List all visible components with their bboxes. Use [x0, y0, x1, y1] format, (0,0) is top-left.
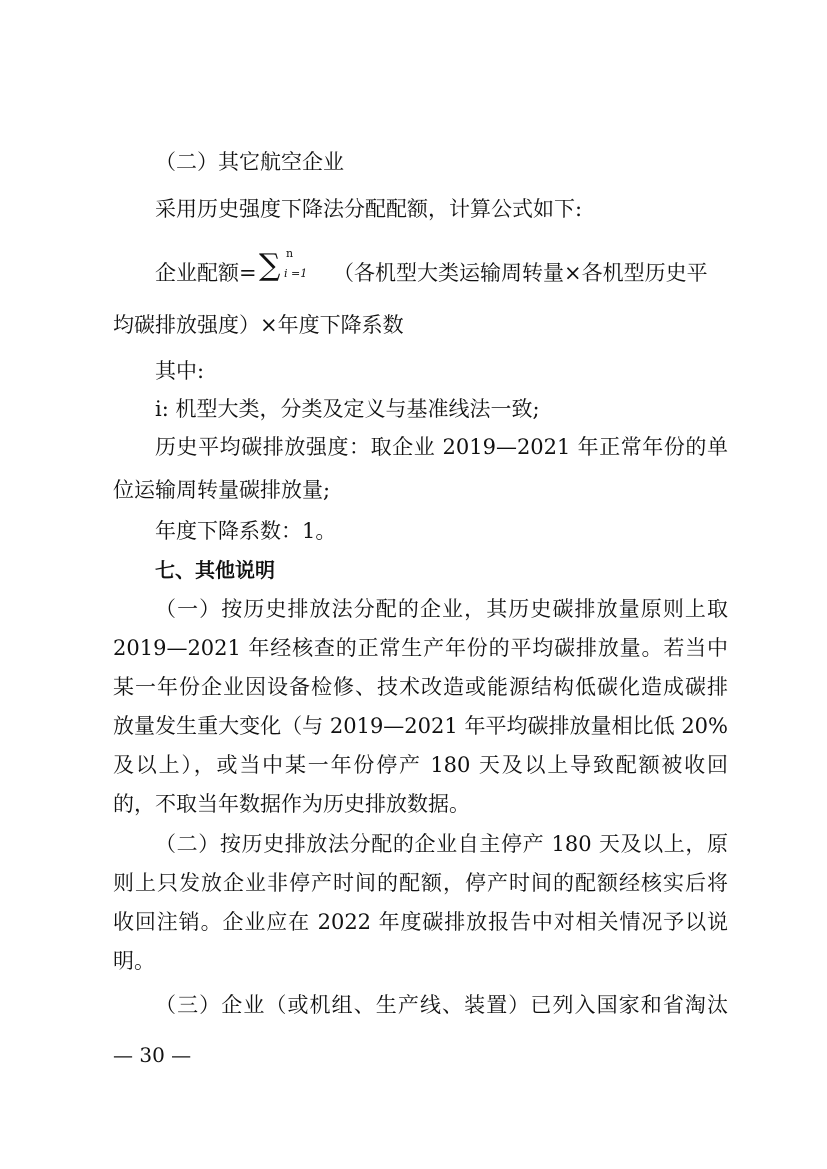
- paragraph-line: 则上只发放企业非停产时间的配额，停产时间的配额经核实后将: [113, 871, 728, 895]
- definition-decline-factor: 年度下降系数：1。: [155, 519, 337, 543]
- where-label: 其中:: [155, 359, 205, 383]
- paragraph-line: 放量发生重大变化（与 2019—2021 年平均碳排放量相比低 20%: [113, 714, 728, 738]
- paragraph-3-line1: （三）企业（或机组、生产线、装置）已列入国家和省淘汰: [155, 993, 728, 1017]
- summation-upper-limit: n: [286, 247, 294, 260]
- paragraph-line: 的，不取当年数据作为历史排放数据。: [113, 792, 470, 816]
- paragraph-line: 收回注销。企业应在 2022 年度碳排放报告中对相关情况予以说: [113, 910, 728, 934]
- section-7-title: 七、其他说明: [155, 558, 275, 582]
- definition-historical-intensity-line1: 历史平均碳排放强度：取企业 2019—2021 年正常年份的单: [155, 435, 728, 459]
- paragraph-line: 明。: [113, 949, 155, 973]
- paragraph-line: 某一年份企业因设备检修、技术改造或能源结构低碳化造成碳排: [113, 675, 728, 699]
- formula-continuation: 均碳排放强度）×年度下降系数: [113, 313, 404, 337]
- formula-left: 企业配额=: [155, 261, 257, 285]
- formula-right-part: （各机型大类运输周转量×各机型历史平: [333, 261, 708, 285]
- definition-historical-intensity-line2: 位运输周转量碳排放量;: [113, 478, 331, 502]
- paragraph-line: 及以上），或当中某一年份停产 180 天及以上导致配额被收回: [113, 753, 728, 777]
- paragraph-line: （一）按历史排放法分配的企业，其历史碳排放量原则上取: [155, 597, 728, 621]
- paragraph-line: 2019—2021 年经核查的正常生产年份的平均碳排放量。若当中: [113, 636, 728, 660]
- page-number: — 30 —: [113, 1043, 192, 1067]
- section-2-heading: （二）其它航空企业: [155, 150, 344, 174]
- paragraph-line: （二）按历史排放法分配的企业自主停产 180 天及以上，原: [155, 832, 728, 856]
- definition-i: i: 机型大类，分类及定义与基准线法一致;: [155, 397, 540, 421]
- summation-symbol: ∑: [259, 248, 281, 283]
- summation-lower-limit: i =1: [284, 267, 308, 280]
- section-2-intro: 采用历史强度下降法分配配额，计算公式如下:: [155, 197, 583, 221]
